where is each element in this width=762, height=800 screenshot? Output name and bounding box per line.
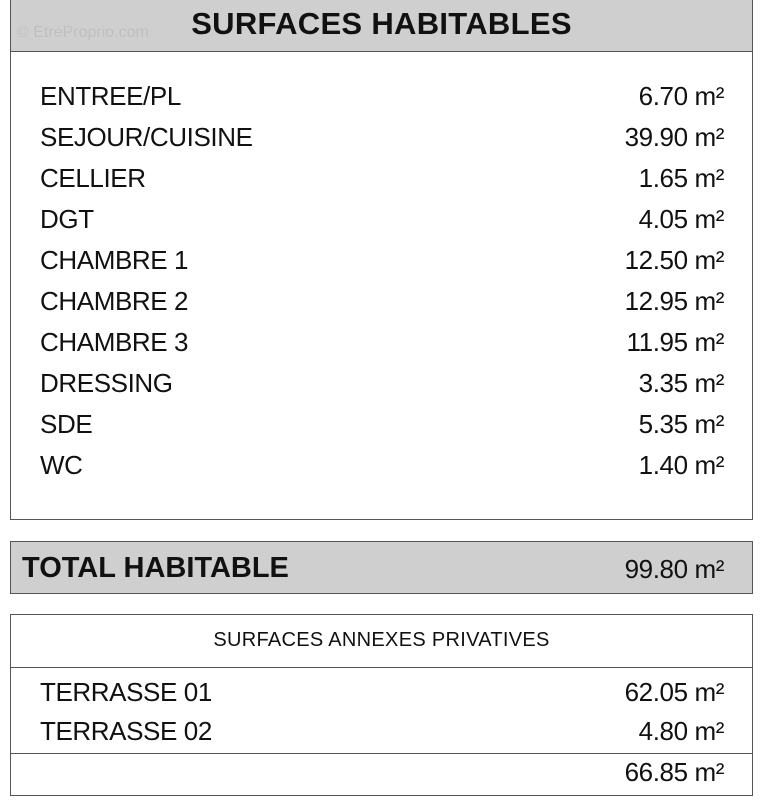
room-area: 39.90 m² xyxy=(624,122,724,152)
table-row xyxy=(11,282,752,322)
room-label: CELLIER xyxy=(40,163,146,193)
table-row xyxy=(11,200,752,240)
table-row xyxy=(11,323,752,363)
annex-label: TERRASSE 02 xyxy=(40,716,212,746)
annex-label: TERRASSE 01 xyxy=(40,677,212,707)
total-bar xyxy=(10,541,753,594)
table-row xyxy=(11,118,752,158)
annexes-table xyxy=(10,614,753,796)
room-area: 1.65 m² xyxy=(638,163,724,193)
header-bar xyxy=(10,0,753,52)
room-area: 11.95 m² xyxy=(626,327,724,357)
watermark: © EtreProprio.com xyxy=(17,24,149,41)
annex-area: 62.05 m² xyxy=(624,677,724,707)
room-label: CHAMBRE 1 xyxy=(40,245,189,275)
table-row xyxy=(11,712,752,752)
table-row xyxy=(11,364,752,404)
room-area: 1.40 m² xyxy=(638,450,724,480)
room-label: ENTREE/PL xyxy=(40,81,181,111)
table-row xyxy=(11,673,752,713)
room-label: SDE xyxy=(40,409,93,439)
room-label: DGT xyxy=(40,204,94,234)
room-label: CHAMBRE 2 xyxy=(40,286,189,316)
room-area: 5.35 m² xyxy=(638,409,724,439)
annex-area: 4.80 m² xyxy=(638,716,724,746)
annexes-subtotal-row xyxy=(11,753,752,796)
annexes-title: SURFACES ANNEXES PRIVATIVES xyxy=(11,615,752,668)
table-row xyxy=(11,446,752,486)
room-area: 6.70 m² xyxy=(638,81,724,111)
table-row xyxy=(11,77,752,117)
total-label: TOTAL HABITABLE xyxy=(22,552,289,584)
table-row xyxy=(11,241,752,281)
annexes-subtotal: 66.85 m² xyxy=(624,757,724,787)
table-row xyxy=(11,405,752,445)
room-area: 3.35 m² xyxy=(638,368,724,398)
table-row xyxy=(11,159,752,199)
rooms-table xyxy=(10,52,753,520)
room-label: CHAMBRE 3 xyxy=(40,327,189,357)
page-title: SURFACES HABITABLES xyxy=(191,6,572,41)
room-area: 12.95 m² xyxy=(624,286,724,316)
total-value: 99.80 m² xyxy=(624,554,724,584)
room-label: WC xyxy=(40,450,83,480)
room-label: DRESSING xyxy=(40,368,173,398)
room-area: 4.05 m² xyxy=(638,204,724,234)
room-area: 12.50 m² xyxy=(624,245,724,275)
room-label: SEJOUR/CUISINE xyxy=(40,122,253,152)
